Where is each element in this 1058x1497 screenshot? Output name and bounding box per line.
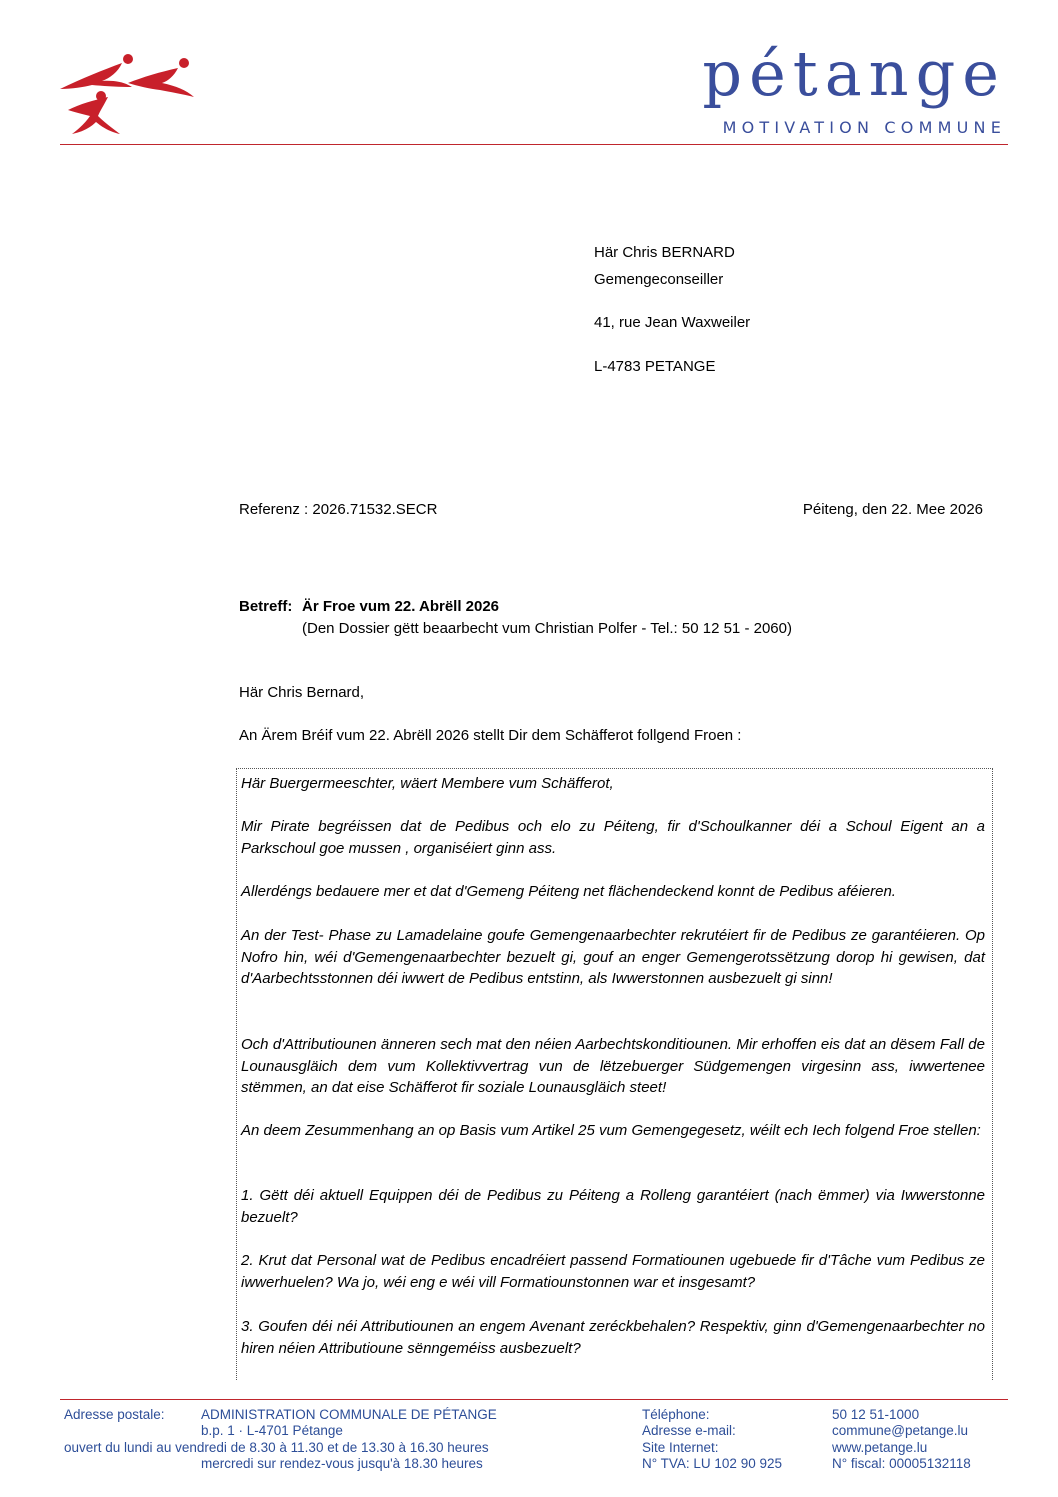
brand-name: pétange [702,37,1006,110]
footer-hours-wednesday: mercredi sur rendez-vous jusqu'à 18.30 heures [201,1456,483,1471]
question-paragraph: 1. Gëtt déi aktuell Equippen déi de Pedibus zu Péiteng a Rolleng garantéiert (nach ëmmer) via Iwwerstonne bezuelt? [241,1187,985,1226]
footer-email-label: Adresse e-mail: [642,1423,736,1438]
footer-po-box: b.p. 1 · L-4701 Pétange [201,1423,343,1438]
subject-text: Är Froe vum 22. Abrëll 2026 [302,598,500,615]
footer-tva: N° TVA: LU 102 90 925 [642,1456,782,1471]
reference: Referenz : 2026.71532.SECR [239,501,438,518]
footer-email-link[interactable]: commune@petange.lu [832,1423,969,1438]
recipient-title: Gemengeconseiller [594,271,724,288]
question-paragraph: Här Buergermeeschter, wäert Membere vum Schäfferot, [241,775,614,792]
footer-web-link[interactable]: www.petange.lu [832,1440,928,1455]
recipient-street: 41, rue Jean Waxweiler [594,314,751,331]
question-box [236,768,993,1380]
question-paragraph: Mir Pirate begréissen dat de Pedibus och elo zu Péiteng, fir d'Schoulkanner déi a Schoul Eigent an a Parkschoul goe mussen , organiséiert ginn ass. [241,818,985,857]
recipient-city: L-4783 PETANGE [594,358,716,375]
question-paragraph: 2. Krut dat Personal wat de Pedibus encadréiert passend Formatiounen ugebuede fir d'Tâche vum Pedibus ze iwwerhuelen? Wa jo, wéi eng e wéi vill Formatiounstonnen war et insgesamt? [241,1252,985,1291]
footer-phone-label: Téléphone: [642,1407,710,1422]
question-paragraph: Och d'Attributiounen änneren sech mat den néien Aarbechtskonditiounen. Mir erhoffen eis dat an dësem Fall de Lounausgläich dem vum Kollektivvertrag vun de lëtzebuerger Südgemengen virgesinn ass, iwwertenee stëmmen, an dat eise Schäfferot fir soziale Lounausgläich steet! [241,1036,985,1097]
place-date: Péiteng, den 22. Mee 2026 [802,501,983,518]
footer-web-label: Site Internet: [642,1440,719,1455]
salutation: Här Chris Bernard, [239,684,365,701]
subject-label: Betreff: [239,598,293,615]
question-paragraph: 3. Goufen déi néi Attributiounen an engem Avenant zeréckbehalen? Respektiv, ginn d'Gemengenaarbechter no hiren néien Attributioune sënngeméiss ausbezuelt? [241,1318,985,1357]
footer-phone: 50 12 51-1000 [832,1407,920,1422]
footer-hours: ouvert du lundi au vendredi de 8.30 à 11.30 et de 13.30 à 16.30 heures [64,1440,489,1455]
subject-dossier: (Den Dossier gëtt beaarbecht vum Christian Polfer - Tel.: 50 12 51 - 2060) [302,620,792,637]
question-paragraph: Allerdéngs bedauere mer et dat d'Gemeng Péiteng net flächendeckend konnt de Pedibus aféieren. [241,883,896,900]
footer-postal-label: Adresse postale: [64,1407,165,1422]
question-paragraph: An deem Zesummenhang an op Basis vum Artikel 25 vum Gemengegesetz, wéilt ech Iech folgend Froe stellen: [241,1122,981,1139]
footer-fiscal: N° fiscal: 00005132118 [832,1456,971,1471]
logo-figures [58,50,198,140]
question-paragraph: An der Test- Phase zu Lamadelaine goufe Gemengenaarbechter rekrutéiert fir de Pedibus ze garantéieren. Op Nofro hin, wéi d'Gemengenaarbechter bezuelt gi, gouf an enger Gemengerotssëtzung dorop hi gewisen, dat d'Aarbechtsstonnen déi iwwert de Pedibus entstinn, als Iwwerstonnen ausbezuelt gi sinn! [241,927,985,988]
footer-divider [60,1399,1008,1400]
brand-logo [702,37,1006,137]
brand-tagline: MOTIVATION COMMUNE [722,118,1006,137]
recipient-name: Här Chris BERNARD [594,244,735,261]
header-divider [60,144,1008,145]
intro-text: An Ärem Bréif vum 22. Abrëll 2026 stellt Dir dem Schäfferot follgend Froen : [239,727,742,744]
footer-admin-name: ADMINISTRATION COMMUNALE DE PÉTANGE [201,1407,497,1422]
